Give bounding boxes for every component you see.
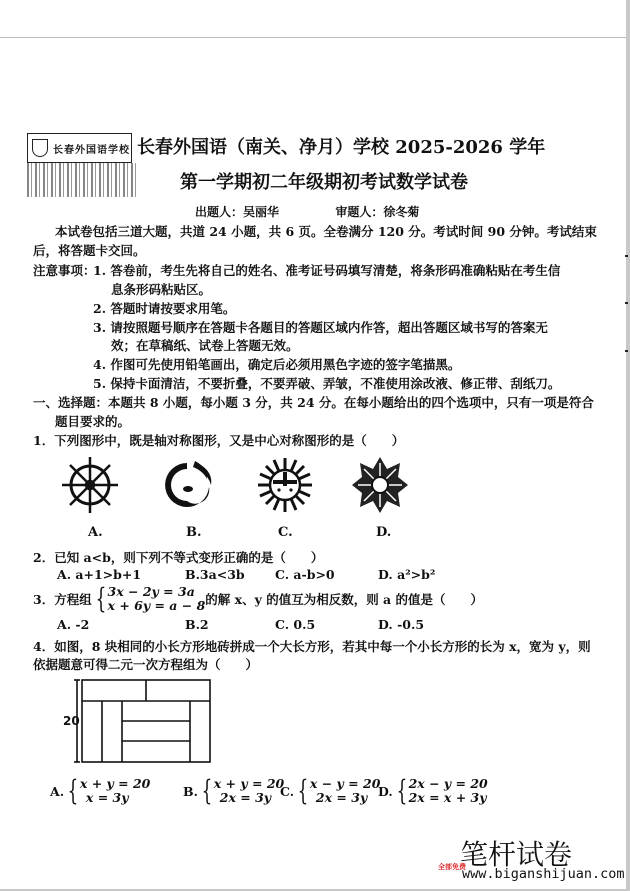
exam-title-line1: 长春外国语（南关、净月）学校 2025-2026 学年 <box>137 137 546 158</box>
school-logo-text: 长春外国语学校 <box>53 144 130 156</box>
star-ring-icon <box>350 455 410 515</box>
reviewer-label: 审题人：徐冬菊 <box>335 205 420 219</box>
q4-option-d: D. { 2x − y = 20 2x = x + 3y <box>378 774 488 807</box>
binding-mark <box>625 302 628 304</box>
page-top-divider <box>0 37 626 38</box>
section1-heading: 一、选择题：本题共 8 小题，每小题 3 分，共 24 分。在每小题给出的四个选项中，只有一项是符合 <box>33 395 594 410</box>
question-1-stem: 1．下列图形中，既是轴对称图形，又是中心对称图形的是（ ） <box>33 433 405 448</box>
note-item-1-cont: 息条形码粘贴区。 <box>111 282 212 297</box>
tile-rectangle-figure <box>60 677 220 767</box>
question-3-stem: 3．方程组 { 3x − 2y = 3a x + 6y = a − 8 的解 x、y 的值互为相反数，则 a 的值是（ ） <box>33 582 484 615</box>
exam-authors <box>195 203 419 220</box>
q4-option-c: C. { x − y = 20 2x = 3y <box>280 774 381 807</box>
scrollbar-track[interactable] <box>626 0 630 891</box>
sun-face-icon <box>255 455 315 515</box>
binding-mark <box>625 350 628 352</box>
q2-option-b: B.3a<3b <box>185 567 245 582</box>
q1-option-d: D. <box>376 525 392 540</box>
school-crest-icon <box>32 139 48 157</box>
swirl-emblem-icon <box>157 455 217 515</box>
q3-option-c: C. 0.5 <box>275 617 316 632</box>
note-item-4: 4. 作图可先使用铅笔画出，确定后必须用黑色字迹的签字笔描黑。 <box>93 357 461 372</box>
exam-title-line2: 第一学期初二年级期初考试数学试卷 <box>180 172 468 193</box>
q3-equation-system: { 3x − 2y = 3a x + 6y = a − 8 <box>95 582 206 615</box>
intro-line1: 本试卷包括三道大题，共道 24 小题，共 6 页。全卷满分 120 分。考试时间 90 分钟。考试结束 <box>55 224 597 239</box>
figure-height-label: 20 <box>63 714 80 728</box>
ship-wheel-icon <box>60 455 120 515</box>
q4-option-b: B. { x + y = 20 2x = 3y <box>183 774 285 807</box>
q2-option-d: D. a²>b² <box>378 567 436 582</box>
q1-option-a: A. <box>88 525 103 540</box>
q3-option-d: D. -0.5 <box>378 617 425 632</box>
question-2-stem: 2．已知 a<b，则下列不等式变形正确的是（ ） <box>33 550 324 565</box>
section1-heading-cont: 题目要求的。 <box>55 414 131 429</box>
q3-option-a: A. -2 <box>57 617 90 632</box>
notes-heading: 注意事项： <box>33 263 96 278</box>
school-logo <box>27 133 132 163</box>
q1-option-c: C. <box>278 525 293 540</box>
binding-mark <box>625 255 628 257</box>
q2-option-c: C. a-b>0 <box>275 567 335 582</box>
note-item-2: 2. 答题时请按要求用笔。 <box>93 301 236 316</box>
q3-option-b: B.2 <box>185 617 209 632</box>
author-label: 出题人：吴丽华 <box>195 205 280 219</box>
watermark-free-tag: 全部免费 <box>438 863 466 871</box>
note-item-5: 5. 保持卡面清洁，不要折叠，不要弄破、弄皱，不准使用涂改液、修正带、刮纸刀。 <box>93 376 561 391</box>
q1-option-b: B. <box>186 525 202 540</box>
q4-option-a: A. { x + y = 20 x = 3y <box>50 774 151 807</box>
question-4-stem-cont: 依据题意可得二元一次方程组为（ ） <box>33 657 259 672</box>
scanned-stamp <box>27 163 137 197</box>
watermark-brand: 笔杆试卷 <box>460 838 573 871</box>
note-item-3-cont: 效；在草稿纸、试卷上答题无效。 <box>111 338 299 353</box>
q2-option-a: A. a+1>b+1 <box>57 567 142 582</box>
note-item-1: 1. 答卷前，考生先将自己的姓名、准考证号码填写清楚，将条形码准确粘贴在考生信 <box>93 263 561 278</box>
question-4-stem: 4．如图，8 块相同的小长方形地砖拼成一个大长方形，若其中每一个小长方形的长为 x，宽为 y，则 <box>33 639 591 654</box>
intro-line2: 后，将答题卡交回。 <box>33 243 146 258</box>
watermark-url[interactable]: www.biganshijuan.com <box>462 866 625 882</box>
note-item-3: 3. 请按照题号顺序在答题卡各题目的答题区域内作答，超出答题区域书写的答案无 <box>93 320 548 335</box>
